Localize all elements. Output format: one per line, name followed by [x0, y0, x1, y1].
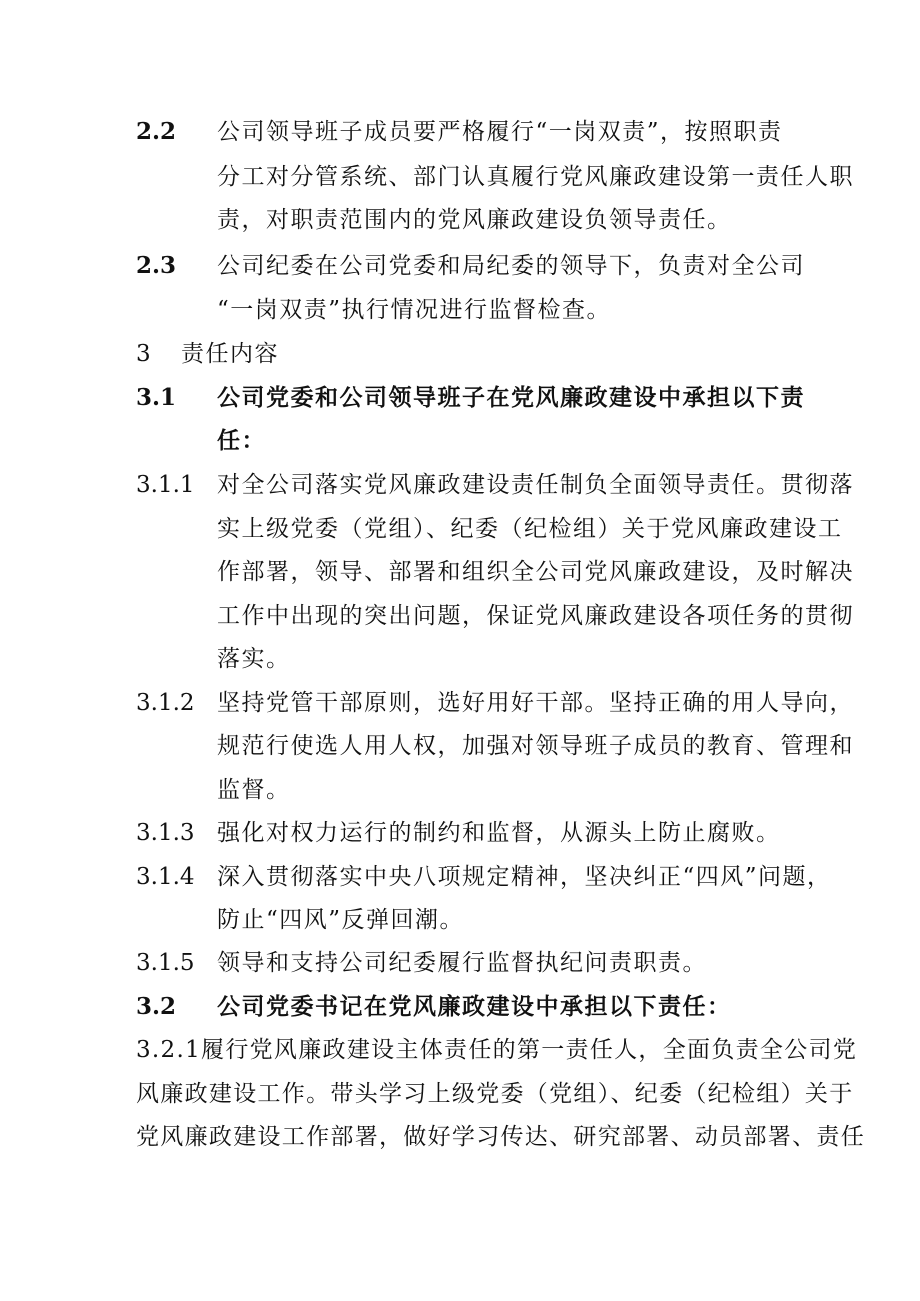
section-number: 3	[136, 341, 151, 367]
paragraph-line: 公司党委和公司领导班子在党风廉政建设中承担以下责	[217, 384, 805, 411]
paragraph-line: 作部署，领导、部署和组织全公司党风廉政建设，及时解决	[217, 559, 854, 585]
paragraph-line: 监督。	[217, 777, 291, 803]
paragraph-line: 防止“四风”反弹回潮。	[217, 907, 465, 933]
paragraph-line: 公司党委书记在党风廉政建设中承担以下责任：	[217, 993, 732, 1020]
paragraph-line: 风廉政建设工作。带头学习上级党委（党组）、纪委（纪检组）关于	[136, 1081, 854, 1107]
section-number: 3.1.4	[136, 864, 195, 890]
paragraph-line: 3.2.1履行党风廉政建设主体责任的第一责任人，全面负责全公司党	[136, 1037, 858, 1063]
paragraph-line: 对全公司落实党风廉政建设责任制负全面领导责任。贯彻落	[217, 472, 854, 498]
paragraph-line: 党风廉政建设工作部署，做好学习传达、研究部署、动员部署、责任	[136, 1124, 865, 1150]
paragraph-line: 坚持党管干部原则，选好用好干部。坚持正确的用人导向，	[217, 690, 854, 716]
paragraph-line: 实上级党委（党组）、纪委（纪检组）关于党风廉政建设工	[217, 516, 843, 542]
paragraph-line: 公司领导班子成员要严格履行“一岗双责”，按照职责	[217, 119, 783, 145]
paragraph-line: 领导和支持公司纪委履行监督执纪问责职责。	[217, 950, 707, 976]
paragraph-line: 落实。	[217, 646, 291, 672]
section-number: 3.1	[136, 384, 177, 411]
paragraph-line: 强化对权力运行的制约和监督，从源头上防止腐败。	[217, 820, 781, 846]
paragraph-line: 深入贯彻落实中央八项规定精神，坚决纠正“四风”问题，	[217, 864, 832, 890]
section-number: 2.3	[136, 252, 177, 279]
section-number: 3.1.3	[136, 820, 195, 846]
paragraph-line: 规范行使选人用人权，加强对领导班子成员的教育、管理和	[217, 733, 854, 759]
paragraph-line: 工作中出现的突出问题，保证党风廉政建设各项任务的贯彻	[217, 603, 854, 629]
section-number: 2.2	[136, 118, 177, 145]
paragraph-line: 责，对职责范围内的党风廉政建设负领导责任。	[217, 207, 732, 233]
section-number: 3.2	[136, 993, 177, 1020]
section-number: 3.1.1	[136, 472, 195, 498]
paragraph-line: 任：	[217, 427, 266, 454]
section-number: 3.1.2	[136, 690, 195, 716]
section-number: 3.1.5	[136, 950, 195, 976]
paragraph-line: “一岗双责”执行情况进行监督检查。	[217, 297, 612, 323]
section-title: 责任内容	[181, 341, 279, 367]
paragraph-line: 分工对分管系统、部门认真履行党风廉政建设第一责任人职	[217, 164, 854, 190]
paragraph-line: 公司纪委在公司党委和局纪委的领导下，负责对全公司	[217, 253, 805, 279]
